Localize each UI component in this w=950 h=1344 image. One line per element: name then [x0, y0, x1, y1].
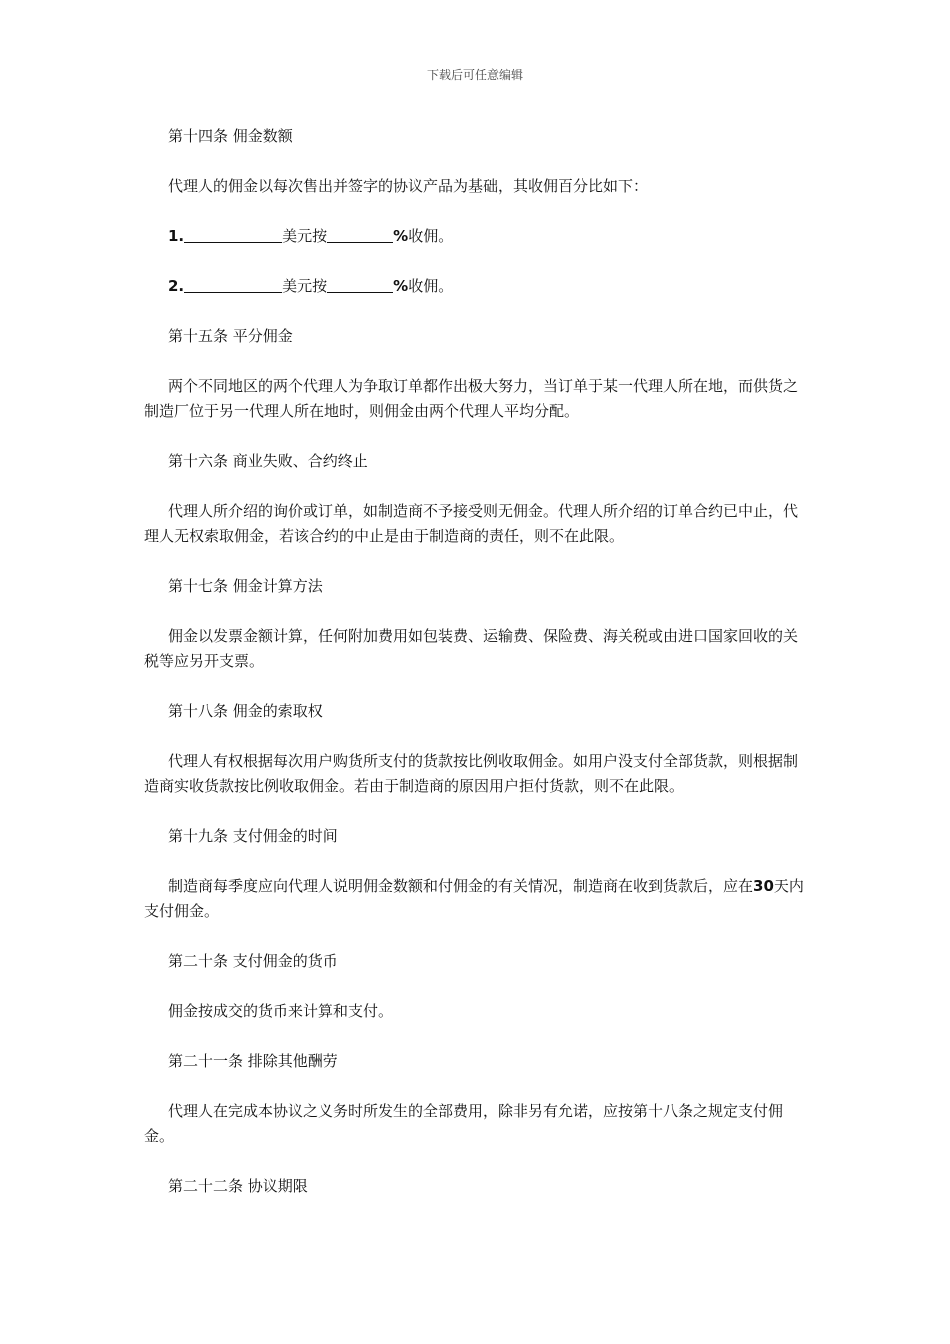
article-21-body: 代理人在完成本协议之义务时所发生的全部费用，除非另有允诺，应按第十八条之规定支付佣金。: [144, 1102, 784, 1145]
days-number: 30: [753, 877, 774, 895]
page-header: 下载后可任意编辑: [426, 68, 523, 82]
days-post: 天内支付佣金。: [144, 877, 804, 920]
article-18-title: 第十八条 佣金的索取权: [168, 702, 323, 720]
amount-blank: [184, 276, 282, 293]
percent-blank: [327, 276, 393, 293]
rate-tail: 收佣。: [408, 277, 454, 295]
article-15-body: 两个不同地区的两个代理人为争取订单都作出极大努力，当订单于某一代理人所在地，而供货之制造厂位于另一代理人所在地时，则佣金由两个代理人平均分配。: [144, 377, 799, 420]
article-14-body: 代理人的佣金以每次售出并签字的协议产品为基础，其收佣百分比如下：: [168, 177, 649, 195]
amount-blank: [184, 226, 282, 243]
article-19-body: [144, 874, 812, 924]
rate-tail: 收佣。: [408, 227, 454, 245]
article-20-body: 佣金按成交的货币来计算和支付。: [168, 1002, 394, 1020]
article-17-body: 佣金以发票金额计算，任何附加费用如包装费、运输费、保险费、海关税或由进口国家回收的关税等应另开支票。: [144, 627, 799, 670]
percent-blank: [327, 226, 393, 243]
days-pre: 制造商每季度应向代理人说明佣金数额和付佣金的有关情况，制造商在收到货款后，应在: [168, 877, 754, 895]
article-16-title: 第十六条 商业失败、合约终止: [168, 452, 368, 470]
article-15-title: 第十五条 平分佣金: [168, 327, 293, 345]
article-20-title: 第二十条 支付佣金的货币: [168, 952, 338, 970]
article-19-title: 第十九条 支付佣金的时间: [168, 827, 338, 845]
article-22-title: 第二十二条 协议期限: [168, 1177, 308, 1195]
rate-number: 2.: [168, 277, 185, 295]
article-17-title: 第十七条 佣金计算方法: [168, 577, 323, 595]
article-21-title: 第二十一条 排除其他酬劳: [168, 1052, 338, 1070]
rate-number: 1.: [168, 227, 185, 245]
percent-sign: %: [393, 227, 409, 245]
document-body: [144, 124, 812, 1224]
article-16-body: 代理人所介绍的询价或订单，如制造商不予接受则无佣金。代理人所介绍的订单合约已中止，代理人无权索取佣金，若该合约的中止是由于制造商的责任，则不在此限。: [144, 502, 799, 545]
article-14-title: 第十四条 佣金数额: [168, 127, 293, 145]
rate-line-1: [144, 224, 812, 249]
percent-sign: %: [393, 277, 409, 295]
rate-line-2: [144, 274, 812, 299]
rate-unit: 美元按: [282, 227, 328, 245]
rate-unit: 美元按: [282, 277, 328, 295]
article-18-body: 代理人有权根据每次用户购货所支付的货款按比例收取佣金。如用户没支付全部货款，则根据制造商实收货款按比例收取佣金。若由于制造商的原因用户拒付货款，则不在此限。: [144, 752, 799, 795]
